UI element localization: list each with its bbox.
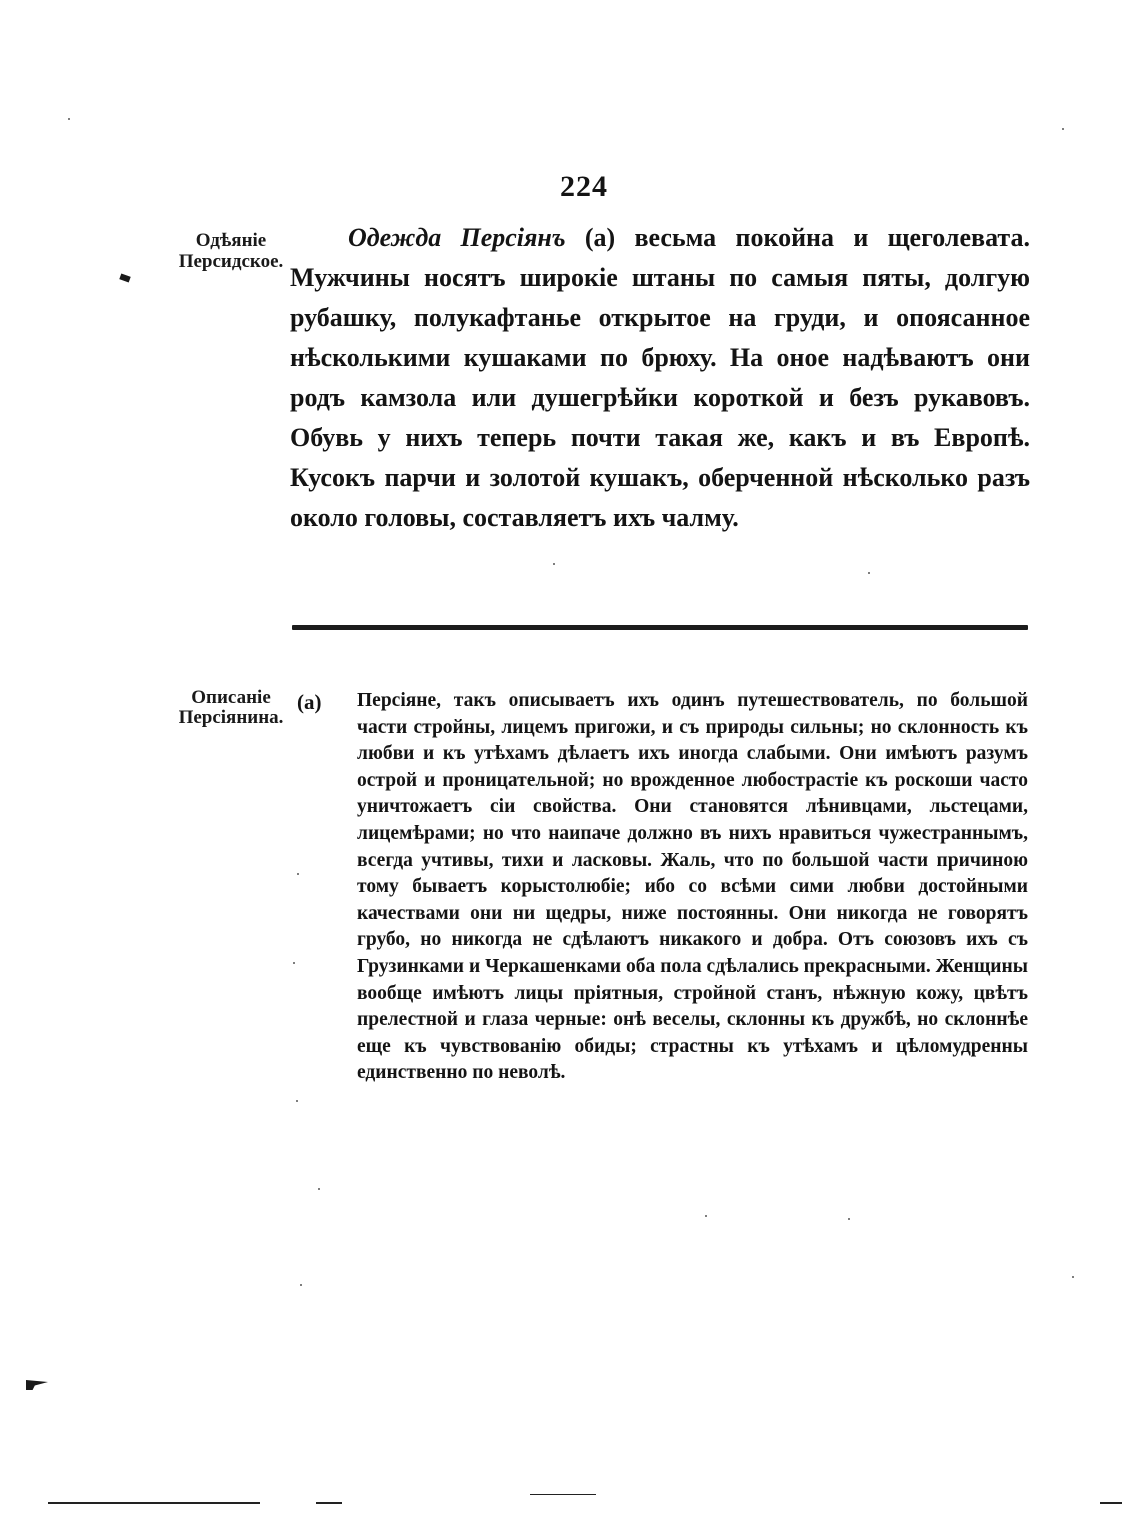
scan-speck: [300, 1284, 302, 1286]
scan-line-bottom: [1100, 1502, 1122, 1504]
main-paragraph: [290, 218, 1030, 538]
lead-words: Одежда Персіянъ: [348, 223, 566, 252]
scan-speck: [848, 1218, 850, 1220]
scan-speck: [1062, 128, 1064, 130]
scan-mark-top-left: [119, 273, 130, 282]
page-number: 224: [560, 170, 608, 203]
scan-speck: [293, 962, 295, 964]
scan-speck: [68, 118, 70, 120]
margin-note-clothing: Одѣяніе Персидское.: [178, 230, 284, 272]
footnote-text: Персіяне, такъ описываетъ ихъ одинъ путешествователь, по большой части стройны, лицемъ пригожи, и съ природы сильны; но склонность къ любви и къ утѣхамъ дѣлаетъ ихъ иногда слабыми. Они имѣютъ разумъ острой и проницательной; но врожденное любострастіе къ роскоши часто уничтожаетъ сіи свойства. Они становятся лѣнивцами, льстецами, лицемѣрами; но что наипаче должно въ нихъ нравиться чужестраннымъ, всегда учтивы, тихи и ласковы. Жаль, что по большой части причиною тому бываетъ корыстолюбіе; ибо со всѣми сими любви достойными качествами они ни щедры, ниже постоянны. Они никогда не говорятъ грубо, но никогда не сдѣлаютъ никакого и добра. Отъ союзовъ ихъ съ Грузинками и Черкашенками оба пола сдѣлались прекрасными. Женщины вообще имѣютъ лицы пріятныя, стройной станъ, нѣжную кожу, цвѣтъ прелестной и глаза черные: онѣ веселы, склонны къ дружбѣ, но склоннѣе еще къ чувствованію обиды; страстны къ утѣхамъ и цѣломудренны единственно по неволѣ.: [357, 690, 1028, 1084]
scan-speck: [705, 1215, 707, 1217]
margin-note-description: Описаніе Персіянина.: [178, 687, 284, 728]
scan-speck: [868, 572, 870, 574]
footnote-marker: (а): [297, 690, 322, 714]
scan-line-bottom: [48, 1502, 260, 1504]
scan-line-bottom: [316, 1502, 342, 1504]
scan-speck: [318, 1188, 320, 1190]
scan-speck: [297, 873, 299, 875]
scan-mark-left-edge: [26, 1380, 48, 1390]
scan-speck: [1072, 1276, 1074, 1278]
footnote-separator: [292, 625, 1028, 630]
main-paragraph-text: (а) весьма покойна и щеголевата. Мужчины носятъ широкіе штаны по самыя пяты, долгую рубашку, полукафтанье открытое на груди, и опоясанное нѣсколькими кушаками по брюху. На оное надѣваютъ они родъ камзола или душегрѣйки короткой и безъ рукавовъ. Обувь у нихъ теперь почти такая же, какъ и въ Европѣ. Кусокъ парчи и золотой кушакъ, оберченной нѣсколько разъ около головы, составляетъ ихъ чалму.: [290, 223, 1030, 532]
scan-line-bottom: [530, 1494, 596, 1495]
scan-speck: [553, 563, 555, 565]
scan-speck: [296, 1100, 298, 1102]
